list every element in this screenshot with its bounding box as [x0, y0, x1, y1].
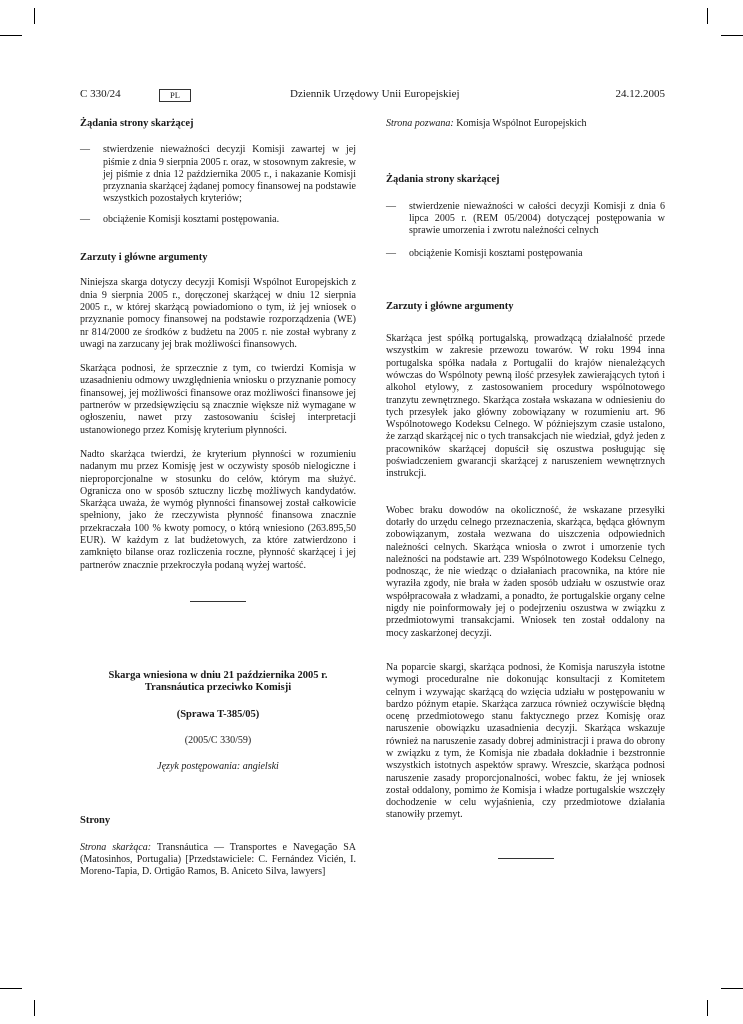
- section-separator: [190, 601, 246, 602]
- defendant-text: Komisja Wspólnot Europejskich: [456, 118, 587, 129]
- paragraph: Wobec braku dowodów na okoliczność, że wskazane przesyłki dotarły do urzędu celnego przeznaczenia, skarżąca, będąca głównym zobowiązanym, została wezwana do uiszczenia odpowiednich należności celnych. Skarżąca wniosła o zwrot i umorzenie tych należności na podstawie art. 239 Wspólnotowego Kodeksu Celnego, podnosząc, że nie wiedząc o działaniach pracownika, na które nie wyraziła zgody, nie brała w żaden sposób udziału w oszustwie oraz współpracowała z władzami, a ponadto, że portugalskie organy celne nigdy nie poinformowały jej o podejrzeniu oszustwa w związku z przedmiotowymi transakcjami. Wniosek ten został oddalony na mocy zaskarżonej decyzji.: [386, 504, 665, 639]
- paragraph: Niniejsza skarga dotyczy decyzji Komisji Wspólnot Europejskich z dnia 9 sierpnia 2005 r., doręczonej skarżącej w dniu 12 sierpnia 2005 r., w której skarżącą powiadomiono o tym, iż jej wniosek o przyznanie pomocy finansowej na podstawie rozporządzenia (WE) nr 814/2000 ze środków z budżetu na 2005 r. nie został wybrany z uwagi na zarzucany jej brak możliwości finansowych.: [80, 277, 356, 350]
- claim-item: — obciążenie Komisji kosztami postępowania.: [80, 214, 356, 226]
- paragraph: Nadto skarżąca twierdzi, że kryterium płynności w rozumieniu nadanym mu przez Komisję jest w oczywisty sposób nielogiczne i nieproporcjonalne w stosunku do celów, którym ma służyć. Ogranicza ono w sposób sztuczny liczbę możliwych kandydatów. Skarżąca uważa, że wymóg płynności finansowej został całkowicie spełniony, jako że rzeczywista płynność finansowa znacznie przekraczała 100 % kwoty pomocy, o którą wniesiono (263.895,50 EUR). W każdym z lat budżetowych, za które zatwierdzono i zamknięto bilanse oraz rozliczenia roczne, płynność skarżącej i jej partnerów znacznie przekroczyła podaną wyżej wartość.: [80, 448, 356, 571]
- section-separator: [498, 858, 554, 859]
- page-number: C 330/24: [80, 88, 121, 100]
- crop-mark: [34, 8, 35, 24]
- crop-mark: [707, 8, 708, 24]
- language-badge: PL: [159, 89, 191, 102]
- paragraph: Skarżąca podnosi, że sprzecznie z tym, co twierdzi Komisja w uzasadnieniu odmowy uwzględnienia wniosku o przyznanie pomocy finansowej, jej możliwości finansowe oraz możliwości finansowe jej partnerów w przedsięwzięciu są znacznie większe niż wymagane w ogłoszeniu, nawet przy zastosowaniu ścisłej interpretacji ustanowionego przez Komisję kryterium płynności.: [80, 363, 356, 436]
- issue-date: 24.12.2005: [615, 88, 665, 100]
- heading-parties: Strony: [80, 815, 111, 827]
- oj-reference: (2005/C 330/59): [184, 734, 252, 746]
- applicant-text: Transnáutica — Transportes e Navegação SA (Matosinhos, Portugalia) [Przedstawiciele: C. Fernández Vicién, I. Moreno-Tapia, D. Ortigão Ramos, B. Aniceto Silva, lawyers]: [80, 841, 356, 878]
- crop-mark: [707, 1000, 708, 1016]
- language-of-case: Język postępowania: angielski: [157, 761, 279, 773]
- heading-claims: Żądania strony skarżącej: [80, 118, 194, 129]
- claim-item: — stwierdzenie nieważności w całości decyzji Komisji z dnia 6 lipca 2005 r. (REM 05/2004) dotyczącej postępowania w sprawie umorzenia i zwrotu należności celnych: [386, 201, 665, 238]
- defendant-label: Strona pozwana:: [386, 118, 454, 129]
- case-title: Skarga wniesiona w dniu 21 października 2005 r. Transnáutica przeciwko Komisji: [108, 669, 328, 694]
- running-header: [80, 88, 665, 104]
- crop-mark: [721, 988, 743, 989]
- right-column: [386, 118, 665, 859]
- applicant-paragraph: [80, 842, 356, 879]
- case-number: (Sprawa T-385/05): [176, 708, 260, 720]
- crop-mark: [34, 1000, 35, 1016]
- applicant-label: Strona skarżąca:: [80, 841, 152, 853]
- paragraph: Skarżąca jest spółką portugalską, prowadzącą działalność przede wszystkim w zakresie przewozu towarów. W roku 1994 inna portugalska spółka nadała z Portugalii do krajów nienależących wówczas do Wspólnoty pewną ilość przesyłek zawierających tytoń i alkohol etylowy, z zastosowaniem procedury wspólnotowego tranzytu zewnętrznego. Skarżąca została wskazana w odniesieniu do tych przesyłek jako główny zobowiązany w rozumieniu art. 96 Wspólnotowego Kodeksu Celnego. W późniejszym czasie ustalono, że zarząd skarżącej nic o tych transakcjach nie wiedział, gdyż jeden z pracowników skarżącej dopuścił się oszustwa posługując się poświadczeniem gwarancji skarżącej z naruszeniem wewnętrznych instrukcji.: [386, 333, 665, 480]
- claim-item: — obciążenie Komisji kosztami postępowania: [386, 248, 665, 260]
- left-column: [80, 118, 356, 879]
- journal-title: Dziennik Urzędowy Unii Europejskiej: [290, 88, 460, 100]
- crop-mark: [0, 988, 22, 989]
- crop-mark: [0, 35, 22, 36]
- defendant-paragraph: [386, 118, 665, 130]
- paragraph: Na poparcie skargi, skarżąca podnosi, że Komisja naruszyła istotne wymogi proceduralne nie dokonując konsultacji z Komitetem celnym i wzywając skarżącą do wzięcia udziału w postępowaniu w bardzo późnym etapie. Skarżąca zarzuca również oczywiście błędną ocenę przedmiotowego stanu faktycznego przez Komisję oraz naruszenie obowiązku uzasadnienia decyzji. Skarżąca wskazuje również na naruszenie zasady dobrej administracji i prawa do obrony w związku z tym, że Komisja nie zbadała dokładnie i bezstronnie wszystkich istotnych aspektów sprawy. Wreszcie, skarżąca podnosi naruszenie zasady proporcjonalności, wobec faktu, że jej wniosek został oddalony, pomimo że Komisja i władze portugalskie wszczęły dochodzenie w celu wyjaśnienia, czy przedmiotowe działania stanowiły przemyt.: [386, 661, 665, 821]
- heading-pleas: Zarzuty i główne argumenty: [386, 300, 514, 312]
- crop-mark: [721, 35, 743, 36]
- claim-item: — stwierdzenie nieważności decyzji Komisji zawartej w jej piśmie z dnia 9 sierpnia 2005 r. oraz, w stosownym zakresie, w jej piśmie z dnia 12 października 2005 r., i nakazanie Komisji przyznania skarżącej żądanej pomocy finansowej na podstawie wszystkich pozostałych kryteriów;: [80, 144, 356, 205]
- heading-claims: Żądania strony skarżącej: [386, 174, 500, 186]
- heading-pleas: Zarzuty i główne argumenty: [80, 252, 208, 264]
